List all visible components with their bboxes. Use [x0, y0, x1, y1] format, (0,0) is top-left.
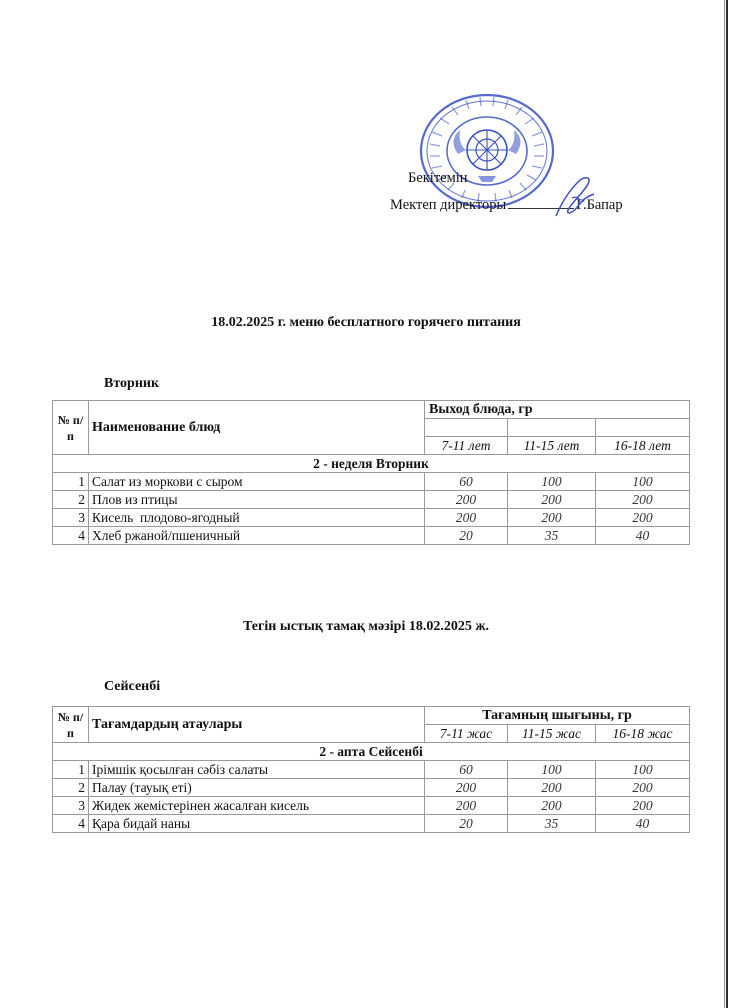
age-group-2: 11-15 жас — [508, 725, 596, 743]
table-row — [53, 797, 690, 815]
portion-11-15: 200 — [508, 491, 596, 509]
age-group-1: 7-11 жас — [425, 725, 508, 743]
col-number-header: № п/п — [53, 401, 89, 455]
approve-word: Бекітемін — [408, 170, 468, 186]
portion-16-18: 100 — [596, 473, 690, 491]
dish-name: Жидек жемістерінен жасалған кисель — [89, 797, 425, 815]
table-header-row — [53, 707, 690, 725]
portion-7-11: 200 — [425, 779, 508, 797]
table-row — [53, 527, 690, 545]
portion-16-18: 40 — [596, 527, 690, 545]
row-number: 2 — [53, 779, 89, 797]
col-output-header: Тағамның шығыны, гр — [425, 707, 690, 725]
table-row — [53, 761, 690, 779]
scan-edge-shadow — [724, 0, 725, 1008]
portion-7-11: 20 — [425, 815, 508, 833]
menu-title-kz: Тегін ыстық тамақ мәзірі 18.02.2025 ж. — [243, 619, 489, 634]
week-row — [53, 743, 690, 761]
portion-7-11: 60 — [425, 473, 508, 491]
age-group-1: 7-11 лет — [425, 437, 508, 455]
table-row — [53, 491, 690, 509]
empty-cell — [425, 419, 508, 437]
menu-title-ru: 18.02.2025 г. меню бесплатного горячего питания — [211, 315, 521, 330]
day-label-ru: Вторник — [104, 376, 160, 391]
portion-16-18: 200 — [596, 797, 690, 815]
portion-7-11: 200 — [425, 491, 508, 509]
portion-16-18: 200 — [596, 779, 690, 797]
official-seal-stamp — [418, 92, 556, 210]
portion-16-18: 200 — [596, 491, 690, 509]
age-group-3: 16-18 жас — [596, 725, 690, 743]
portion-11-15: 200 — [508, 779, 596, 797]
portion-7-11: 200 — [425, 509, 508, 527]
dish-name: Палау (тауық еті) — [89, 779, 425, 797]
dish-name: Кисель плодово-ягодный — [89, 509, 425, 527]
week-label: 2 - неделя Вторник — [53, 455, 690, 473]
dish-name: Плов из птицы — [89, 491, 425, 509]
table-header-row — [53, 401, 690, 419]
empty-cell — [596, 419, 690, 437]
menu-table-ru — [52, 400, 690, 545]
row-number: 1 — [53, 473, 89, 491]
portion-16-18: 200 — [596, 509, 690, 527]
col-dish-name-header: Тағамдардың атаулары — [89, 707, 425, 743]
row-number: 3 — [53, 509, 89, 527]
portion-16-18: 40 — [596, 815, 690, 833]
portion-7-11: 20 — [425, 527, 508, 545]
age-group-2: 11-15 лет — [508, 437, 596, 455]
day-label-kz: Сейсенбі — [104, 679, 161, 694]
week-row — [53, 455, 690, 473]
dish-name: Ірімшік қосылған сәбіз салаты — [89, 761, 425, 779]
row-number: 4 — [53, 815, 89, 833]
portion-11-15: 200 — [508, 797, 596, 815]
row-number: 4 — [53, 527, 89, 545]
portion-11-15: 35 — [508, 527, 596, 545]
col-output-header: Выход блюда, гр — [425, 401, 690, 419]
row-number: 1 — [53, 761, 89, 779]
week-label: 2 - апта Сейсенбі — [53, 743, 690, 761]
menu-table-kz — [52, 706, 690, 833]
portion-11-15: 35 — [508, 815, 596, 833]
table-row — [53, 815, 690, 833]
row-number: 3 — [53, 797, 89, 815]
age-group-3: 16-18 лет — [596, 437, 690, 455]
portion-16-18: 100 — [596, 761, 690, 779]
portion-11-15: 200 — [508, 509, 596, 527]
handwritten-signature — [548, 172, 604, 220]
portion-7-11: 60 — [425, 761, 508, 779]
empty-cell — [508, 419, 596, 437]
dish-name: Қара бидай наны — [89, 815, 425, 833]
portion-11-15: 100 — [508, 761, 596, 779]
dish-name: Салат из моркови с сыром — [89, 473, 425, 491]
table-row — [53, 779, 690, 797]
portion-11-15: 100 — [508, 473, 596, 491]
col-number-header: № п/п — [53, 707, 89, 743]
director-name: Г.Бапар — [576, 197, 623, 213]
director-position: Мектеп директоры — [390, 197, 507, 213]
table-row — [53, 509, 690, 527]
portion-7-11: 200 — [425, 797, 508, 815]
col-dish-name-header: Наименование блюд — [89, 401, 425, 455]
scan-edge-line — [726, 0, 728, 1008]
table-row — [53, 473, 690, 491]
row-number: 2 — [53, 491, 89, 509]
dish-name: Хлеб ржаной/пшеничный — [89, 527, 425, 545]
